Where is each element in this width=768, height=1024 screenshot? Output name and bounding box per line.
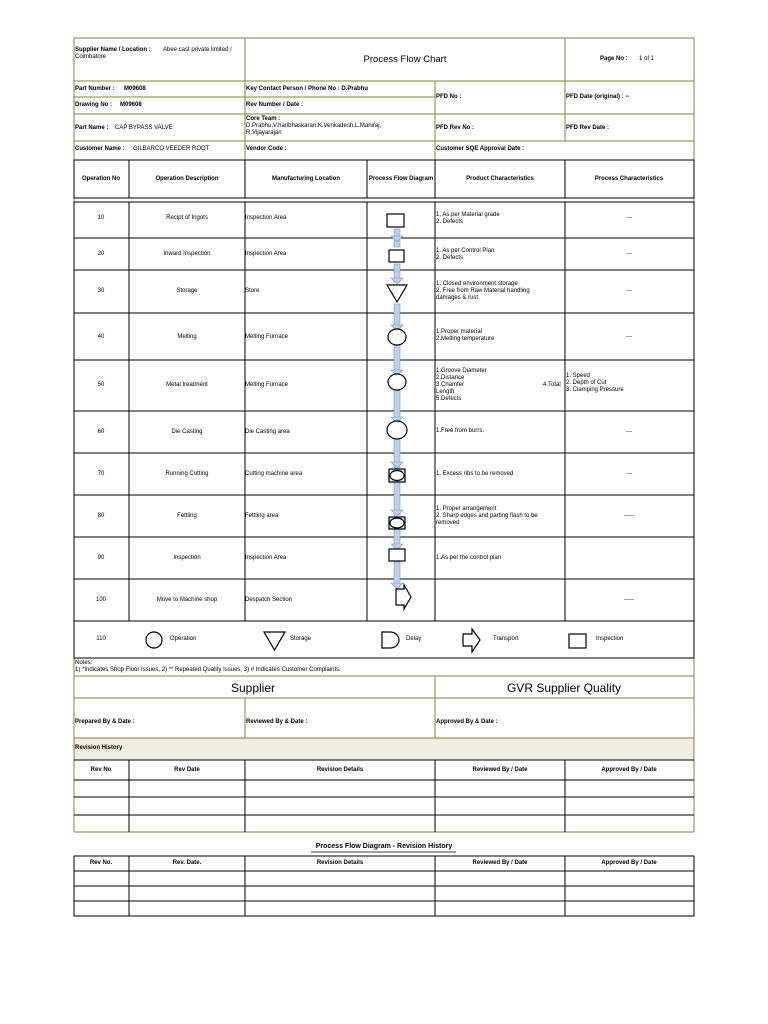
product-characteristics: 1.Free from burrs.	[436, 428, 485, 434]
pfd-revision-column-approved: Approved By / Date	[601, 860, 657, 866]
notes-text: 1) *Indicates Shop Floor Issues, 2) ** Repeated Quality Issues, 3) # Indicates Customer Complaints.	[75, 667, 341, 673]
page-number-label: Page No :	[600, 56, 628, 62]
legend-transport-label: Transport	[493, 636, 519, 642]
manufacturing-location: Inspection Area	[245, 251, 287, 257]
supplier-name-value: Abee cast private limited / Coimbatore	[75, 47, 232, 61]
column-header-operation-description: Operation Description	[155, 176, 219, 182]
supplier-name-label: Supplier Name / Location :	[75, 47, 151, 53]
operation-description: Recipt of Ingots	[166, 215, 208, 221]
operation-no: 60	[97, 429, 105, 435]
operation-description: Inward Inspection	[163, 251, 211, 257]
transport-symbol-icon	[396, 585, 411, 609]
part-name-value: CAP BYPASS VALVE	[115, 125, 173, 131]
inspection-symbol-icon	[389, 549, 405, 561]
operation-description: Storage	[176, 288, 198, 294]
process-characteristics: ---	[626, 215, 632, 221]
gvr-supplier-quality-heading: GVR Supplier Quality	[506, 681, 622, 695]
process-characteristics: ---	[626, 334, 632, 340]
legend-storage-label: Storage	[290, 636, 312, 642]
inspection-symbol-icon	[387, 214, 404, 227]
customer-name-value: GILBARCO VEEDER ROOT	[133, 146, 210, 152]
process-characteristics: ---	[626, 251, 632, 257]
process-characteristics: -----	[624, 513, 634, 519]
revision-column-reviewed: Reviewed By / Date	[472, 767, 528, 773]
operation-description: Fettling	[177, 513, 197, 519]
pfd-revision-column-details: Revision Details	[316, 860, 364, 866]
pfd-date-original: PFD Date (original) : --	[566, 94, 630, 100]
operation-no: 80	[97, 513, 105, 519]
manufacturing-location: Melting Furnace	[245, 334, 289, 340]
operation-symbol-icon	[388, 329, 406, 345]
operation-no: 90	[97, 555, 105, 561]
product-characteristics: 1.As per the control plan	[436, 555, 502, 561]
product-characteristics: 1.Proper material 2.Melting temperature	[436, 329, 495, 342]
product-characteristics: 1. As per Control Plan 2. Defects	[436, 248, 495, 261]
column-header-process-flow-diagram: Process Flow Diagram	[368, 176, 434, 182]
operation-description: Melting	[177, 334, 197, 340]
process-characteristics: ---	[626, 429, 632, 435]
column-header-process-characteristics: Process Characteristics	[594, 176, 664, 182]
pfd-revision-column-rev-date: Rev. Date.	[172, 860, 202, 866]
product-characteristics: 1. As per Material grade 2. Defects	[436, 212, 500, 225]
pfd-rev-date: PFD Rev Date :	[566, 125, 610, 131]
operation-no: 10	[97, 215, 105, 221]
column-header-operation-no: Operation No	[81, 176, 121, 182]
part-number-value: M09608	[124, 86, 146, 92]
legend-delay-label: Delay	[406, 636, 422, 642]
legend-transport-icon	[463, 629, 480, 652]
legend-inspection-label: Inspection	[596, 636, 624, 642]
prepared-by-date: Prepared By & Date :	[75, 719, 135, 725]
process-characteristics: ---	[626, 471, 632, 477]
product-characteristics: 1.Groove Diameter 2.Distance 3.Chamfer Length 5.Defects	[436, 368, 487, 402]
customer-name-label: Customer Name :	[75, 146, 125, 152]
product-characteristics: 1. Closed environment storage 2. Free from Raw Material handling damages & rust	[436, 281, 530, 301]
product-characteristics: 1. Proper arrangement 2. Sharp edges and parting flash to be removed	[436, 506, 538, 526]
part-number-label: Part Number :	[75, 86, 115, 92]
operation-description: Die Casting	[171, 429, 203, 435]
inspection-symbol-icon	[389, 250, 404, 262]
operation-no: 70	[97, 471, 105, 477]
sqe-approval-date: Customer SQE Approval Date :	[436, 146, 525, 152]
flow-arrows	[391, 229, 403, 589]
process-characteristics: -----	[624, 597, 634, 603]
operation-no: 50	[97, 382, 105, 388]
revision-column-details: Revision Details	[316, 767, 364, 773]
operation-description: Move to Machine shop	[156, 597, 218, 603]
revision-history-title: Revision History	[75, 745, 123, 751]
manufacturing-location: Despatch Section	[245, 597, 293, 603]
notes-label: Notes:	[75, 660, 93, 666]
manufacturing-location: Melting Furnace	[245, 382, 289, 388]
pfd-no: PFD No :	[436, 94, 462, 100]
process-characteristics: 1. Speed 2. Depth of Cut 3. Clamping Pressure	[566, 373, 624, 393]
pfd-rev-no: PFD Rev No :	[436, 125, 475, 131]
operation-symbol-icon	[387, 421, 407, 439]
legend-operation-label: Operation	[170, 636, 197, 642]
manufacturing-location: Cutting machine area	[245, 471, 303, 477]
drawing-no-value: M09608	[120, 102, 142, 108]
revision-column-rev-date: Rev Date	[174, 767, 200, 773]
manufacturing-location: Fettling area	[245, 513, 279, 519]
operation-no: 100	[95, 597, 107, 603]
pfd-revision-column-reviewed: Reviewed By / Date	[472, 860, 528, 866]
pfd-revision-column-rev-no: Rev No.	[89, 860, 113, 866]
part-name-label: Part Name :	[75, 125, 109, 131]
storage-symbol-icon	[387, 285, 407, 302]
operation-no: 40	[97, 334, 105, 340]
revision-header-shade	[74, 738, 694, 760]
drawing-no-label: Drawing No :	[75, 102, 112, 108]
core-team-value: D.Prabhu,V.haribhaskaran,K.Venkadesh,L.Maniraj, R.Vijayarajan	[246, 123, 382, 136]
column-header-manufacturing-location: Manufacturing Location	[272, 176, 340, 182]
manufacturing-location: Inspection Area	[245, 555, 287, 561]
operation-description: Inspection	[173, 555, 201, 561]
approved-by-date: Approved By & Date :	[436, 719, 498, 725]
reviewed-by-date: Reviewed By & Date :	[246, 719, 308, 725]
manufacturing-location: Die Casting area	[245, 429, 290, 435]
product-characteristics-extra: 4.Total	[543, 382, 561, 388]
vendor-code: Vendor Code :	[246, 146, 287, 152]
supplier-heading: Supplier	[230, 681, 276, 695]
operation-no: 30	[97, 288, 105, 294]
rev-number-date: Rev Number / Date :	[246, 102, 304, 108]
legend-operation-icon	[146, 632, 162, 648]
operation-no: 20	[97, 251, 105, 257]
manufacturing-location: Store	[245, 288, 260, 294]
pfd-revision-history-title: Process Flow Diagram - Revision History	[315, 843, 453, 850]
revision-column-rev-no: Rev No	[90, 767, 112, 773]
legend-operation-no: 110	[96, 636, 106, 642]
core-team-label: Core Team :	[246, 116, 281, 122]
legend-inspection-icon	[569, 634, 586, 648]
key-contact: Key Contact Person / Phone No : D.Prabhu	[246, 86, 369, 92]
product-characteristics: 1. Excess ribs to be removed	[436, 471, 514, 477]
column-header-product-characteristics: Product Characteristics	[466, 176, 534, 182]
legend-storage-icon	[264, 632, 285, 650]
legend-delay-icon	[382, 632, 399, 648]
operation-symbol-icon	[388, 374, 406, 390]
manufacturing-location: Inspection Area	[245, 215, 287, 221]
revision-column-approved: Approved By / Date	[601, 767, 657, 773]
process-characteristics: ---	[626, 288, 632, 294]
operation-description: Running Cutting	[165, 471, 209, 477]
operation-description: Metal treatment	[166, 382, 208, 388]
page-number-value: 1 of 1	[639, 56, 655, 62]
